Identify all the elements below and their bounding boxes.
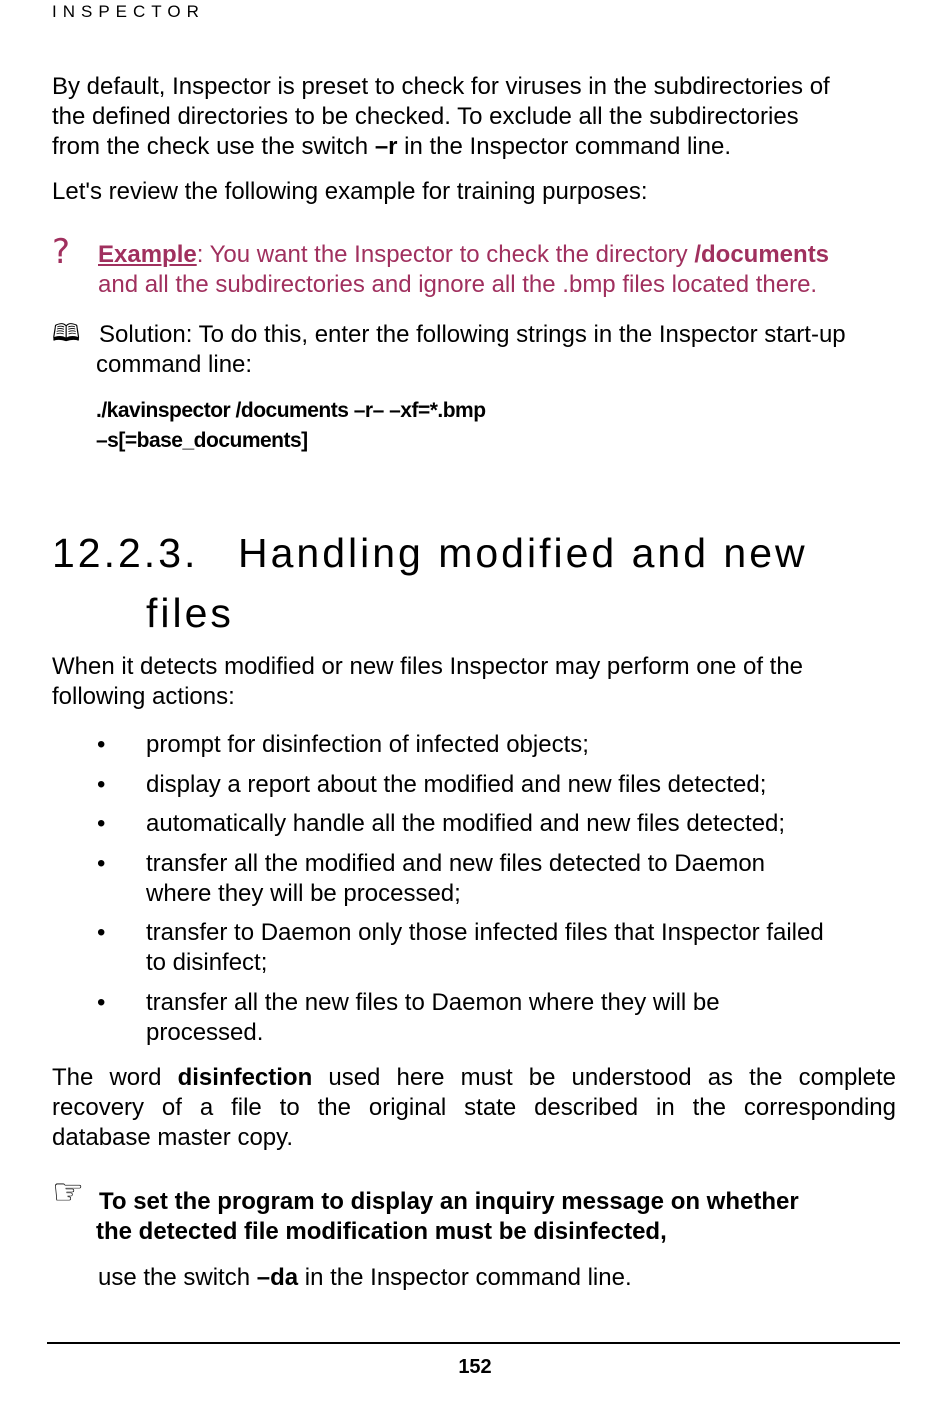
note-line (52, 1063, 896, 1093)
section-title: Handling modified and new (238, 530, 808, 576)
solution-block (96, 320, 846, 380)
switch-r: –r (374, 133, 398, 160)
list-item (52, 918, 902, 978)
list-item (52, 988, 902, 1048)
note-line: database master copy. (52, 1124, 294, 1151)
example-text: : You want the Inspector to check the directory (196, 241, 695, 268)
bullet-icon: • (97, 810, 106, 837)
intro-line (52, 132, 830, 162)
list-item-text: automatically handle all the modified and new files detected; (146, 810, 786, 837)
example-line: and all the subdirectories and ignore all the .bmp files located there. (98, 271, 818, 298)
list-item (52, 809, 902, 839)
tip-heading-line: the detected file modification must be disinfected, (96, 1218, 667, 1245)
solution-line: command line: (96, 351, 253, 378)
list-item-text: prompt for disinfection of infected objects; (146, 731, 589, 758)
tip-text: in the Inspector command line. (298, 1264, 632, 1291)
switch-da: –da (256, 1264, 299, 1291)
example-label: Example (98, 241, 197, 268)
solution-line: Solution: To do this, enter the following strings in the Inspector start-up (99, 321, 846, 348)
list-item (52, 730, 902, 760)
list-item-line: transfer to Daemon only those infected files that Inspector failed (146, 919, 824, 946)
intro-paragraph (52, 72, 830, 162)
actions-intro-line: following actions: (52, 683, 235, 710)
bullet-icon: • (97, 988, 106, 1016)
tip-heading-line: To set the program to display an inquiry message on whether (99, 1188, 799, 1215)
running-head: INSPECTOR (52, 2, 205, 21)
pointing-hand-icon: ☞ (52, 1172, 85, 1213)
section-number: 12.2.3. (52, 530, 199, 576)
tip-text: use the switch (98, 1264, 257, 1291)
list-item (52, 849, 902, 909)
actions-intro-line: When it detects modified or new files Inspector may perform one of the (52, 653, 804, 680)
bullet-icon: • (97, 919, 106, 946)
list-item-text: display a report about the modified and new files detected; (146, 770, 767, 798)
intro-line: By default, Inspector is preset to check for viruses in the subdirectories of (52, 73, 830, 100)
list-item-line: where they will be processed; (146, 879, 461, 907)
intro-text: from the check use the switch (52, 133, 375, 160)
intro-line: the defined directories to be checked. To exclude all the subdirectories (52, 103, 799, 130)
list-item-line: processed. (146, 1018, 264, 1046)
command-block (96, 396, 486, 456)
example-block (98, 240, 829, 300)
term-disinfection: disinfection (177, 1064, 313, 1091)
review-sentence: Let's review the following example for training purposes: (52, 178, 648, 205)
example-line (98, 240, 829, 270)
note-text: used here must be understood as the complete (312, 1064, 896, 1091)
actions-list (52, 730, 902, 1057)
section-heading-line (52, 523, 808, 583)
note-line: recovery of a file to the original state described in the corresponding (52, 1094, 896, 1121)
actions-intro (52, 652, 803, 712)
tip-heading (96, 1187, 799, 1247)
question-mark-icon: ? (52, 232, 71, 272)
list-item-line: transfer all the new files to Daemon where they will be (146, 988, 720, 1016)
command-line: ./kavinspector /documents –r– –xf=*.bmp (96, 399, 486, 422)
bullet-icon: • (97, 849, 106, 877)
book-icon: 🕮 (52, 319, 81, 347)
bullet-icon: • (97, 731, 106, 758)
disinfection-note (52, 1063, 896, 1153)
footer-divider (47, 1342, 900, 1344)
bullet-icon: • (97, 770, 106, 798)
command-line: –s[=base_documents] (96, 429, 308, 452)
section-heading (52, 523, 808, 643)
list-item (52, 770, 902, 800)
page-number: 152 (458, 1356, 492, 1378)
example-directory: /documents (694, 241, 830, 268)
list-item-line: to disinfect; (146, 949, 268, 976)
note-text: The word (52, 1064, 178, 1091)
tip-instruction (98, 1263, 632, 1293)
intro-text: in the Inspector command line. (397, 133, 732, 160)
section-title-continued: files (146, 590, 234, 636)
list-item-line: transfer all the modified and new files detected to Daemon (146, 849, 766, 877)
